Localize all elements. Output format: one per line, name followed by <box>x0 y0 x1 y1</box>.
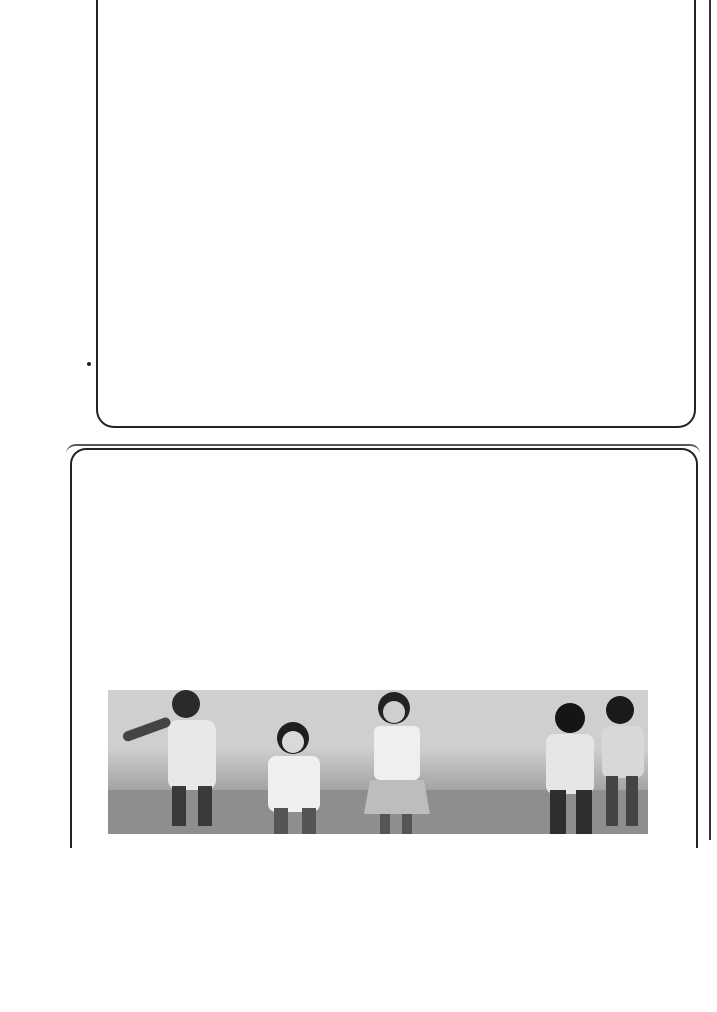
children-running-photo <box>108 690 648 834</box>
page-edge-rule <box>709 0 711 840</box>
top-article-frame <box>96 0 696 428</box>
margin-dot <box>87 362 91 366</box>
